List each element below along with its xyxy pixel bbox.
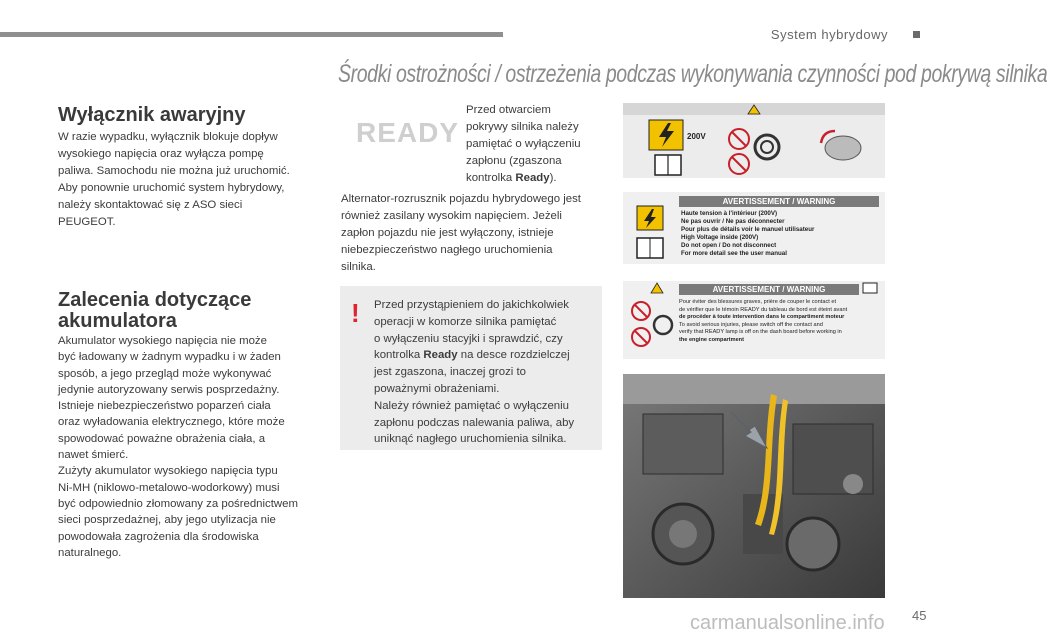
before-open-text: Przed otwarciem pokrywy silnika należy pamiętać o wyłączeniu zapłonu (zgaszona kontrolka Ready).: [466, 104, 581, 184]
placard-1-text: Haute tension à l'intérieur (200V) Ne pas ouvrir / Ne pas déconnecter Pour plus de détails voir le manuel utilisateur High Voltage inside (200V) Do not open / Do not disconnect For more detail see the user manual: [681, 210, 815, 257]
warning-placard-2: [623, 281, 885, 359]
engine-compartment-photo: [623, 374, 885, 598]
placard-2-heading: AVERTISSEMENT / WARNING: [679, 284, 859, 295]
placard-2-icons: [627, 297, 677, 357]
key-switch-icon: [755, 135, 779, 159]
manual-book-icon: [863, 283, 877, 293]
hazard-symbols-panel: [623, 103, 885, 178]
watermark: carmanualsonline.info: [690, 612, 885, 634]
ignition-off-icon: [825, 136, 861, 160]
ready-indicator-icon: READY: [356, 117, 460, 148]
battery-text: Akumulator wysokiego napięcia nie może być ładowany w żadnym wypadku i w żaden sposób, a jego przegląd może wykonywać jedynie autoryzowany serwis posprzedażny. Istnieje niebezpieczeństwo poparzeń ciała oraz wyładowania elektrycznego, które może spowodować poważne obrażenia ciała, a nawet śmierć. Zużyty akumulator wysokiego napięcia typu Ni-MH (niklowo-metalowo-wodorkowy) musi być odpowiednio złomowany za pośrednictwem sieci posprzedażnej, aby jego utylizacja nie powodowała zagrożenia dla środowiska naturalnego.: [58, 335, 298, 559]
page-number: 45: [912, 608, 927, 623]
warning-triangle-icon: [651, 283, 663, 293]
top-rule: [0, 32, 503, 37]
svg-text:200V: 200V: [687, 132, 706, 141]
key-switch-icon: [654, 316, 672, 334]
section-title: System hybrydowy: [770, 27, 888, 42]
warning-placard-1: [623, 192, 885, 264]
page-title: Środki ostrożności / ostrzeżenia podczas wykonywania czynności pod pokrywą silnika: [338, 60, 1047, 88]
placard-1-icons: [627, 204, 677, 264]
placard-1-heading: AVERTISSEMENT / WARNING: [679, 196, 879, 207]
section-marker: [913, 31, 920, 38]
emergency-heading: Wyłącznik awaryjny: [58, 104, 246, 126]
warning-exclamation-icon: !: [351, 298, 360, 328]
warning-text: Przed przystąpieniem do jakichkolwiek operacji w komorze silnika pamiętać o wyłączeniu stacyjki i sprawdzić, czy kontrolka Ready na desce rozdzielczej jest zgaszona, inaczej grozi to poważnymi obrażeniami. Należy również pamiętać o wyłączeniu zapłonu podczas nalewania paliwa, aby uniknąć nagłego uruchomienia silnika.: [374, 299, 575, 446]
emergency-text: W razie wypadku, wyłącznik blokuje dopływ wysokiego napięcia oraz wyłącza pompę paliwa. Samochodu nie można już uruchomić. Aby ponownie uruchomić system hybrydowy, należy skontaktować się z ASO sieci PEUGEOT.: [58, 131, 290, 228]
hazard-symbols: [623, 103, 885, 178]
placard-2-text: Pour éviter des blessures graves, prière de couper le contact et de vérifier que le témoin READY du tableau de bord est éteint avant de procéder à toute intervention dans le compartiment moteur To avoid serious injuries, please switch off the contact and verify that READY lamp is off on the dash board before working in the engine compartment: [679, 299, 848, 343]
battery-heading: Zalecenia dotyczące akumulatora: [58, 289, 252, 332]
alternator-text: Alternator-rozrusznik pojazdu hybrydowego jest również zasilany wysokim napięciem. Jeżeli zapłon pojazdu nie jest wyłączony, istnieje niebezpieczeństwo nagłego uruchomienia silnika.: [341, 193, 581, 273]
